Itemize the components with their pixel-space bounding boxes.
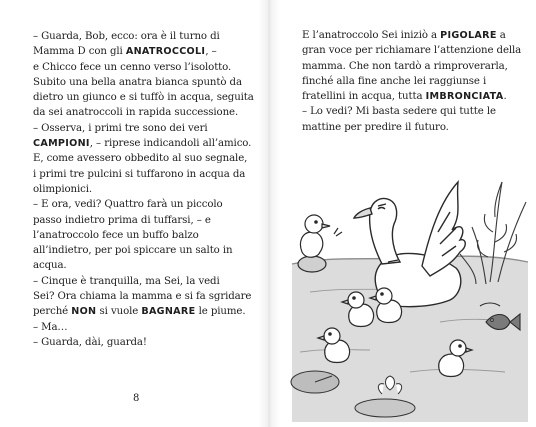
text-line <box>33 243 254 258</box>
text-segment: all’indietro, per poi spiccare un salto in <box>33 245 233 257</box>
text-line <box>33 289 254 304</box>
text-line <box>33 136 254 151</box>
text-segment: passo indietro prima di tuffarsi, – e <box>33 214 211 226</box>
text-line <box>33 90 254 105</box>
duck-family-illustration <box>290 172 530 422</box>
text-line <box>302 120 521 135</box>
page-number: 8 <box>133 393 140 404</box>
keyword-text: ANATROCCOLI <box>125 46 206 58</box>
text-line <box>33 182 254 197</box>
keyword-text: NON <box>71 306 97 318</box>
text-segment: – Guarda, dài, guarda! <box>33 336 147 348</box>
text-line <box>33 213 254 228</box>
text-line <box>33 105 254 120</box>
text-segment: – Cinque è tranquilla, ma Sei, la vedi <box>33 275 220 287</box>
text-segment: . <box>503 91 507 103</box>
text-segment: fratellini in acqua, tutta <box>302 91 426 103</box>
text-line <box>33 320 254 335</box>
text-segment: E l’anatroccolo Sei iniziò a <box>302 30 441 41</box>
text-line <box>33 335 254 350</box>
text-line <box>33 304 254 319</box>
text-line <box>33 121 254 136</box>
text-line <box>33 29 254 44</box>
text-line <box>302 28 521 43</box>
text-segment: le piume. <box>195 306 246 318</box>
text-segment: – Ma… <box>33 321 68 333</box>
text-line <box>33 228 254 243</box>
text-segment: acqua. <box>33 260 67 272</box>
text-segment: si vuole <box>96 306 142 318</box>
left-page <box>0 0 266 427</box>
text-segment: l’anatroccolo fece un buffo balzo <box>33 229 199 241</box>
text-segment: Sei? Ora chiama la mamma e si fa sgridare <box>33 291 252 303</box>
left-page-text <box>33 29 254 350</box>
text-segment: Mamma D con gli <box>33 46 126 58</box>
text-segment: da sei anatroccoli in rapida successione. <box>33 107 239 119</box>
text-segment: gran voce per richiamare l’attenzione della <box>302 45 522 57</box>
text-line <box>33 197 254 212</box>
text-line <box>33 167 254 182</box>
text-line <box>33 151 254 166</box>
text-segment: , – <box>205 46 217 58</box>
keyword-text: IMBRONCIATA <box>425 91 504 103</box>
text-segment: – Guarda, Bob, ecco: ora è il turno di <box>33 31 220 42</box>
text-segment: mamma. Che non tardò a rimproverarla, <box>302 60 508 72</box>
text-line <box>33 274 254 289</box>
text-segment: a <box>496 30 506 41</box>
text-line <box>302 104 521 119</box>
text-segment: – Osserva, i primi tre sono dei veri <box>33 122 208 134</box>
text-segment: e Chicco fece un cenno verso l’isolotto. <box>33 61 232 73</box>
text-segment: – E ora, vedi? Quattro farà un piccolo <box>33 199 223 211</box>
text-line <box>33 75 254 90</box>
text-segment: olimpionici. <box>33 183 93 195</box>
text-segment: E, come avessero obbedito al suo segnale, <box>33 153 248 165</box>
keyword-text: BAGNARE <box>141 306 196 318</box>
keyword-text: CAMPIONI <box>33 138 90 150</box>
text-line <box>302 89 521 104</box>
text-segment: perché <box>33 306 72 318</box>
text-segment: , – riprese indicandoli all’amico. <box>89 138 252 150</box>
text-segment: mattine per predire il futuro. <box>302 121 449 133</box>
text-line <box>33 60 254 75</box>
text-segment: – Lo vedi? Mi basta sedere qui tutte le <box>302 106 496 118</box>
text-segment: finché alla fine anche lei raggiunse i <box>302 75 487 87</box>
text-segment: Subito una bella anatra bianca spuntò da <box>33 76 242 88</box>
text-line <box>302 74 521 89</box>
text-line <box>302 43 521 58</box>
text-line <box>33 258 254 273</box>
text-line <box>302 59 521 74</box>
right-page-text <box>302 28 521 135</box>
text-line <box>33 44 254 59</box>
keyword-text: PIGOLARE <box>440 30 497 41</box>
text-segment: dietro un giunco e si tuffò in acqua, seguita <box>33 92 254 104</box>
text-segment: i primi tre pulcini si tuffarono in acqua da <box>33 168 246 180</box>
